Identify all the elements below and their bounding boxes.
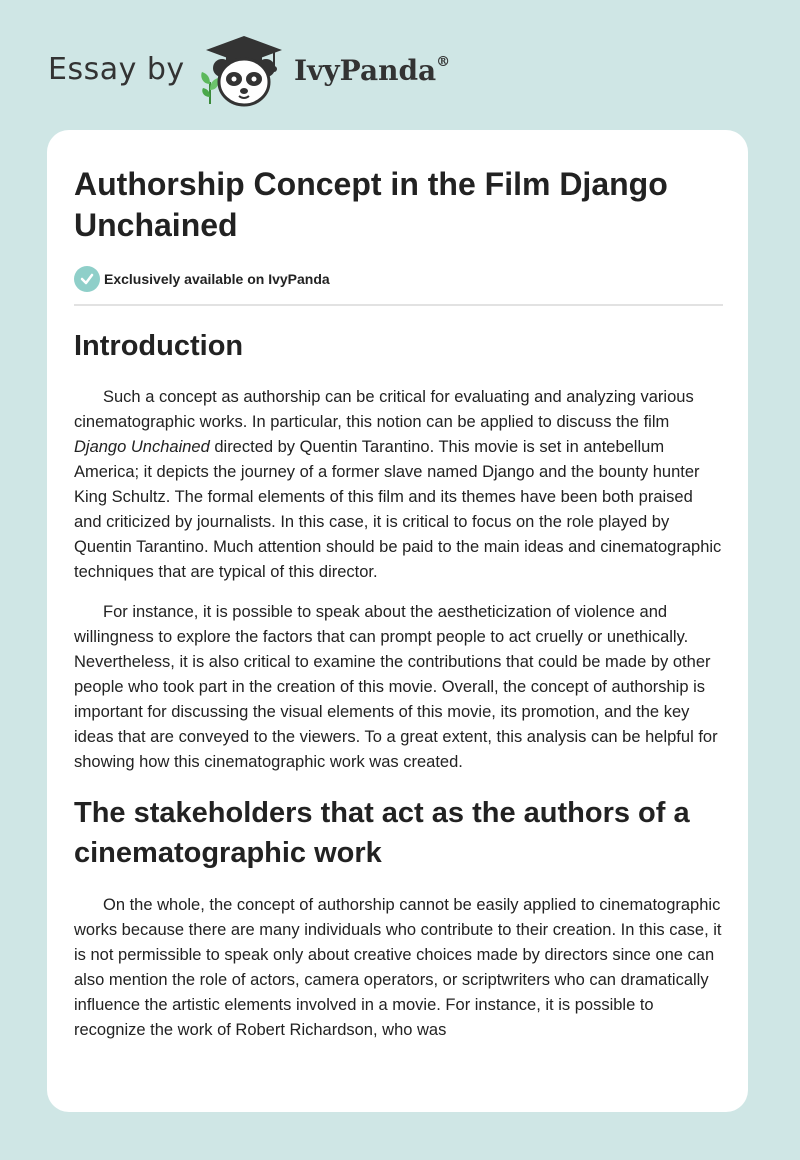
exclusive-badge	[74, 266, 723, 292]
article-title: Authorship Concept in the Film Django Unchained	[74, 166, 668, 243]
section-heading-introduction: Introduction	[74, 330, 244, 362]
paragraph: On the whole, the concept of authorship cannot be easily applied to cinematographic works because there are many individuals who contribute to their creation. In this case, it is not permissible to speak only about creative choices made by directors since one can also mention the role of actors, camera operators, or scriptwriters who can dramatically influence the artistic elements involved in a movie. For instance, it is possible to recognize the work of Robert Richardson, who was	[74, 896, 722, 1039]
film-title: Django Unchained	[74, 438, 210, 456]
paragraph: For instance, it is possible to speak about the aestheticization of violence and willingness to explore the factors that can prompt people to act cruelly or unethically. Nevertheless, it is also critical to examine the contributions that could be made by other people who took part in the creation of this movie. Overall, the concept of authorship is important for discussing the visual elements of this movie, its promotion, and the key ideas that are conveyed to the viewers. To a great extent, this analysis can be helpful for showing how this cinematographic work was created.	[74, 603, 718, 771]
panda-logo-icon	[204, 34, 284, 108]
essay-by-label: Essay by	[48, 52, 185, 87]
check-icon	[74, 266, 100, 292]
divider	[74, 304, 723, 306]
paragraph: Such a concept as authorship can be critical for evaluating and analyzing various cinematographic works. In particular, this notion can be applied to discuss the film Django Unchained directed by Quentin Tarantino. This movie is set in antebellum America; it depicts the journey of a former slave named Django and the bounty hunter King Schultz. The formal elements of this film and its themes have been both praised and criticized by journalists. In this case, it is critical to focus on the role played by Quentin Tarantino. Much attention should be paid to the main ideas and cinematographic techniques that are typical of this director.	[74, 388, 722, 581]
article-content	[74, 164, 723, 1043]
section-heading-stakeholders: The stakeholders that act as the authors of a cinematographic work	[74, 797, 690, 869]
badge-label: Exclusively available on IvyPanda	[104, 271, 330, 287]
brand-name: IvyPanda®	[294, 53, 451, 87]
article-card	[47, 130, 748, 1112]
site-header	[48, 34, 748, 114]
